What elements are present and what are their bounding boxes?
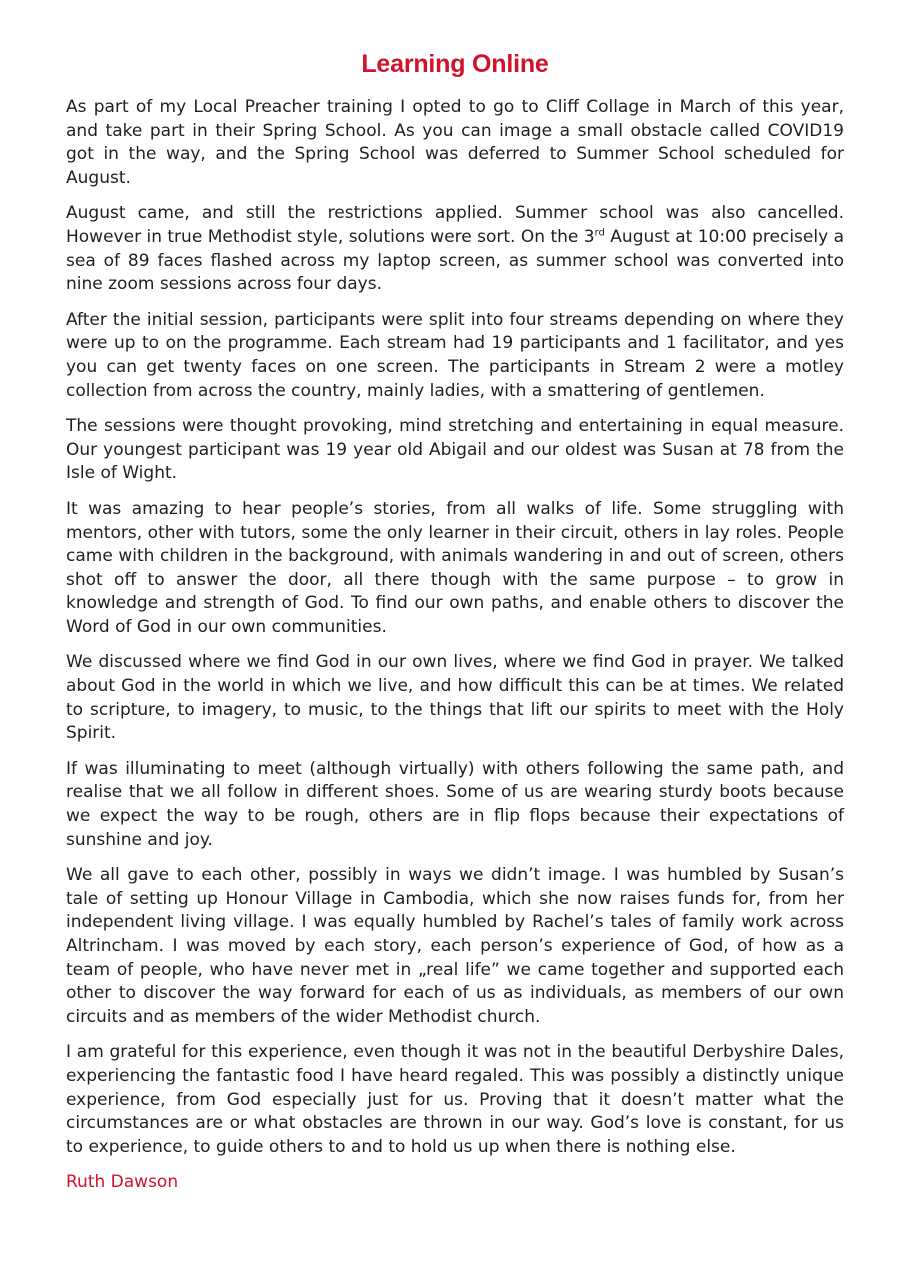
date-ordinal-suffix: rd [594, 227, 605, 239]
paragraph-2-end: August at 10:00 precisely a sea of 89 faces flashed across my laptop screen, as summer school was converted into nine zoom sessions across four days. [66, 226, 844, 295]
paragraph-7: If was illuminating to meet (although virtually) with others following the same path, and realise that we all follow in different shoes. Some of us are wearing sturdy boots because we expect the way to be rough, others are in flip flops because their expectations of sunshine and joy. [66, 758, 844, 850]
paragraph-2-start: August came, and still the restrictions applied. Summer school was also cancelled. However in true Methodist style, solutions were sort. On the 3 [66, 203, 844, 247]
paragraph-3: After the initial session, participants were split into four streams depending on where they were up to on the programme. Each stream had 19 participants and 1 facilitator, and yes you can get twenty faces on one screen. The participants in Stream 2 were a motley collection from across the country, mainly ladies, with a smattering of gentlemen. [66, 309, 844, 401]
paragraph-1: As part of my Local Preacher training I opted to go to Cliff Collage in March of this year, and take part in their Spring School. As you can image a small obstacle called COVID19 got in the way, and the Spring School was deferred to Summer School scheduled for August. [66, 97, 844, 188]
article-title: Learning Online [361, 50, 549, 78]
paragraph-9: I am grateful for this experience, even though it was not in the beautiful Derbyshire Dales, experiencing the fantastic food I have heard regaled. This was possibly a distinctly unique experience, from God especially just for us. Proving that it doesn’t matter what the circumstances are or what obstacles are thrown in our way. God’s love is constant, for us to experience, to guide others to and to hold us up when there is nothing else. [66, 1042, 844, 1157]
paragraph-2 [66, 202, 844, 296]
paragraph-6: We discussed where we find God in our own lives, where we find God in prayer. We talked about God in the world in which we live, and how difficult this can be at times. We related to scripture, to imagery, to music, to the things that lift our spirits to meet with the Holy Spirit. [66, 652, 844, 744]
author-signature: Ruth Dawson [66, 1172, 179, 1193]
paragraph-8: We all gave to each other, possibly in ways we didn’t image. I was humbled by Susan’s tale of setting up Honour Village in Cambodia, which she now raises funds for, from her independent living village. I was equally humbled by Rachel’s tales of family work across Altrincham. I was moved by each story, each person’s experience of God, of how as a team of people, who have never met in „real life” we came together and supported each other to discover the way forward for each of us as individuals, as members of our own circuits and as members of the wider Methodist church. [66, 865, 844, 1027]
paragraph-4: The sessions were thought provoking, mind stretching and entertaining in equal measure. Our youngest participant was 19 year old Abigail and our oldest was Susan at 78 from the Isle of Wight. [66, 416, 844, 484]
paragraph-5: It was amazing to hear people’s stories, from all walks of life. Some struggling with mentors, other with tutors, some the only learner in their circuit, others in lay roles. People came with children in the background, with animals wandering in and out of screen, others shot off to answer the door, all there though with the same purpose – to grow in knowledge and strength of God. To find our own paths, and enable others to discover the Word of God in our own communities. [66, 498, 844, 637]
